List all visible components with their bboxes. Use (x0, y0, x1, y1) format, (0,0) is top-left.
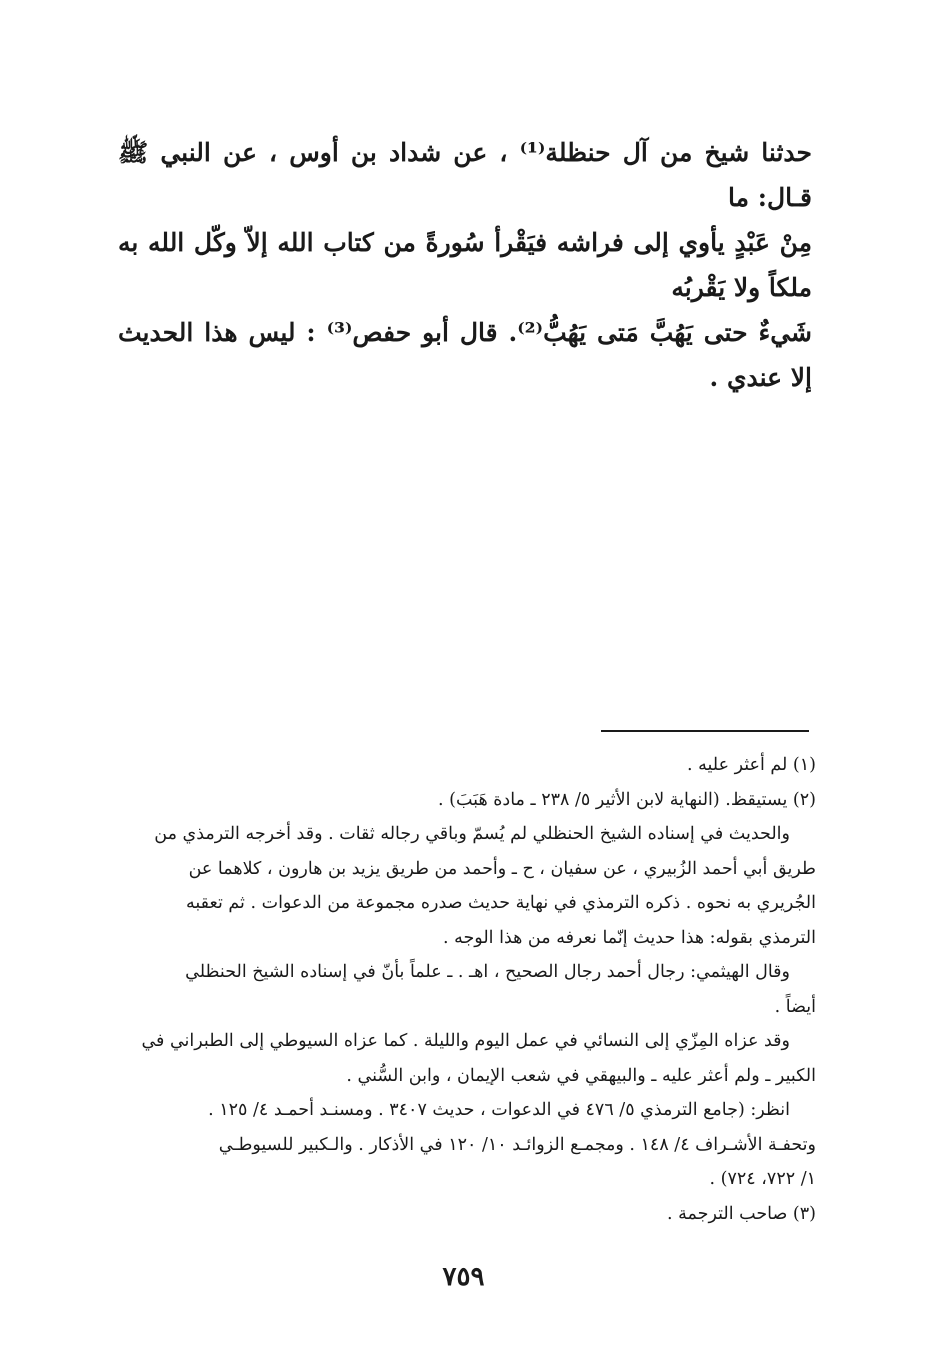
footnote-2-line: والحديث في إسناده الشيخ الحنظلي لم يُسمّ وباقي رجاله ثقات . وقد أخرجه الترمذي من (154, 824, 790, 844)
footnote-2-line: الجُريري به نحوه . ذكره الترمذي في نهاية حديث صدره مجموعة من الدعوات . ثم تعقبه (186, 893, 816, 913)
footnote-2-line: وقال الهيثمي: رجال أحمد رجال الصحيح ، اهـ . ـ علماً بأنّ في إسناده الشيخ الحنظلي (185, 962, 790, 982)
footnote-separator (601, 730, 809, 732)
footnote-2-line: الترمذي بقوله: هذا حديث إنّما نعرفه من هذا الوجه . (442, 927, 816, 948)
page-number: ٧٥٩ (442, 1262, 485, 1292)
footnote-1: (١) لم أعثر عليه . (687, 755, 816, 775)
footnote-2-line: طريق أبي أحمد الزُبيري ، عن سفيان ، ح ـ وأحمد من طريق يزيد بن هارون ، كلاهما عن (188, 858, 816, 879)
footnote-2-line: وتحفـة الأشـراف ٤/ ١٤٨ . ومجمـع الزوائـد ١٠/ ١٢٠ في الأذكار . والـكبير للسيوطـي (218, 1134, 816, 1155)
footnote-2-line: وقد عزاه المِزّي إلى النسائي في عمل اليوم والليلة . كما عزاه السيوطي إلى الطبراني في (141, 1031, 790, 1051)
footnote-2-line: ١/ ٧٢٢، ٧٢٤) . (709, 1169, 816, 1189)
footnote-2-line: انظر: (جامع الترمذي ٥/ ٤٧٦ في الدعوات ، حديث ٣٤٠٧ . ومسنـد أحمـد ٤/ ١٢٥ . (208, 1100, 790, 1120)
main-text-line: شَيءٌ حتى يَهُبَّ مَتى يَهُبُّ⁽²⁾. قال أبو حفص⁽³⁾ : ليس هذا الحديث إلا عندي . (118, 318, 813, 392)
main-text-line: حدثنا شيخ من آل حنظلة⁽¹⁾ ، عن شداد بن أوس ، عن النبي ﷺ قـال: ما (118, 138, 812, 212)
footnote-3: (٣) صاحب الترجمة . (667, 1203, 816, 1224)
main-text-line: مِنْ عَبْدٍ يأوي إلى فراشه فيَقْرأ سُورةً من كتاب الله إلاّ وكّل الله به ملكاً ولا يَقْربُه (118, 228, 812, 302)
main-text (118, 130, 812, 400)
footnotes (118, 748, 816, 1231)
footnote-2-line: الكبير ـ ولم أعثر عليه ـ والبيهقي في شعب الإيمان ، وابن السُّني . (346, 1065, 816, 1086)
footnote-2-line: أيضاً . (774, 996, 816, 1017)
footnote-2: (٢) يستيقظ. (النهاية لابن الأثير ٥/ ٢٣٨ ـ مادة هَبَبَ) . (438, 789, 816, 810)
